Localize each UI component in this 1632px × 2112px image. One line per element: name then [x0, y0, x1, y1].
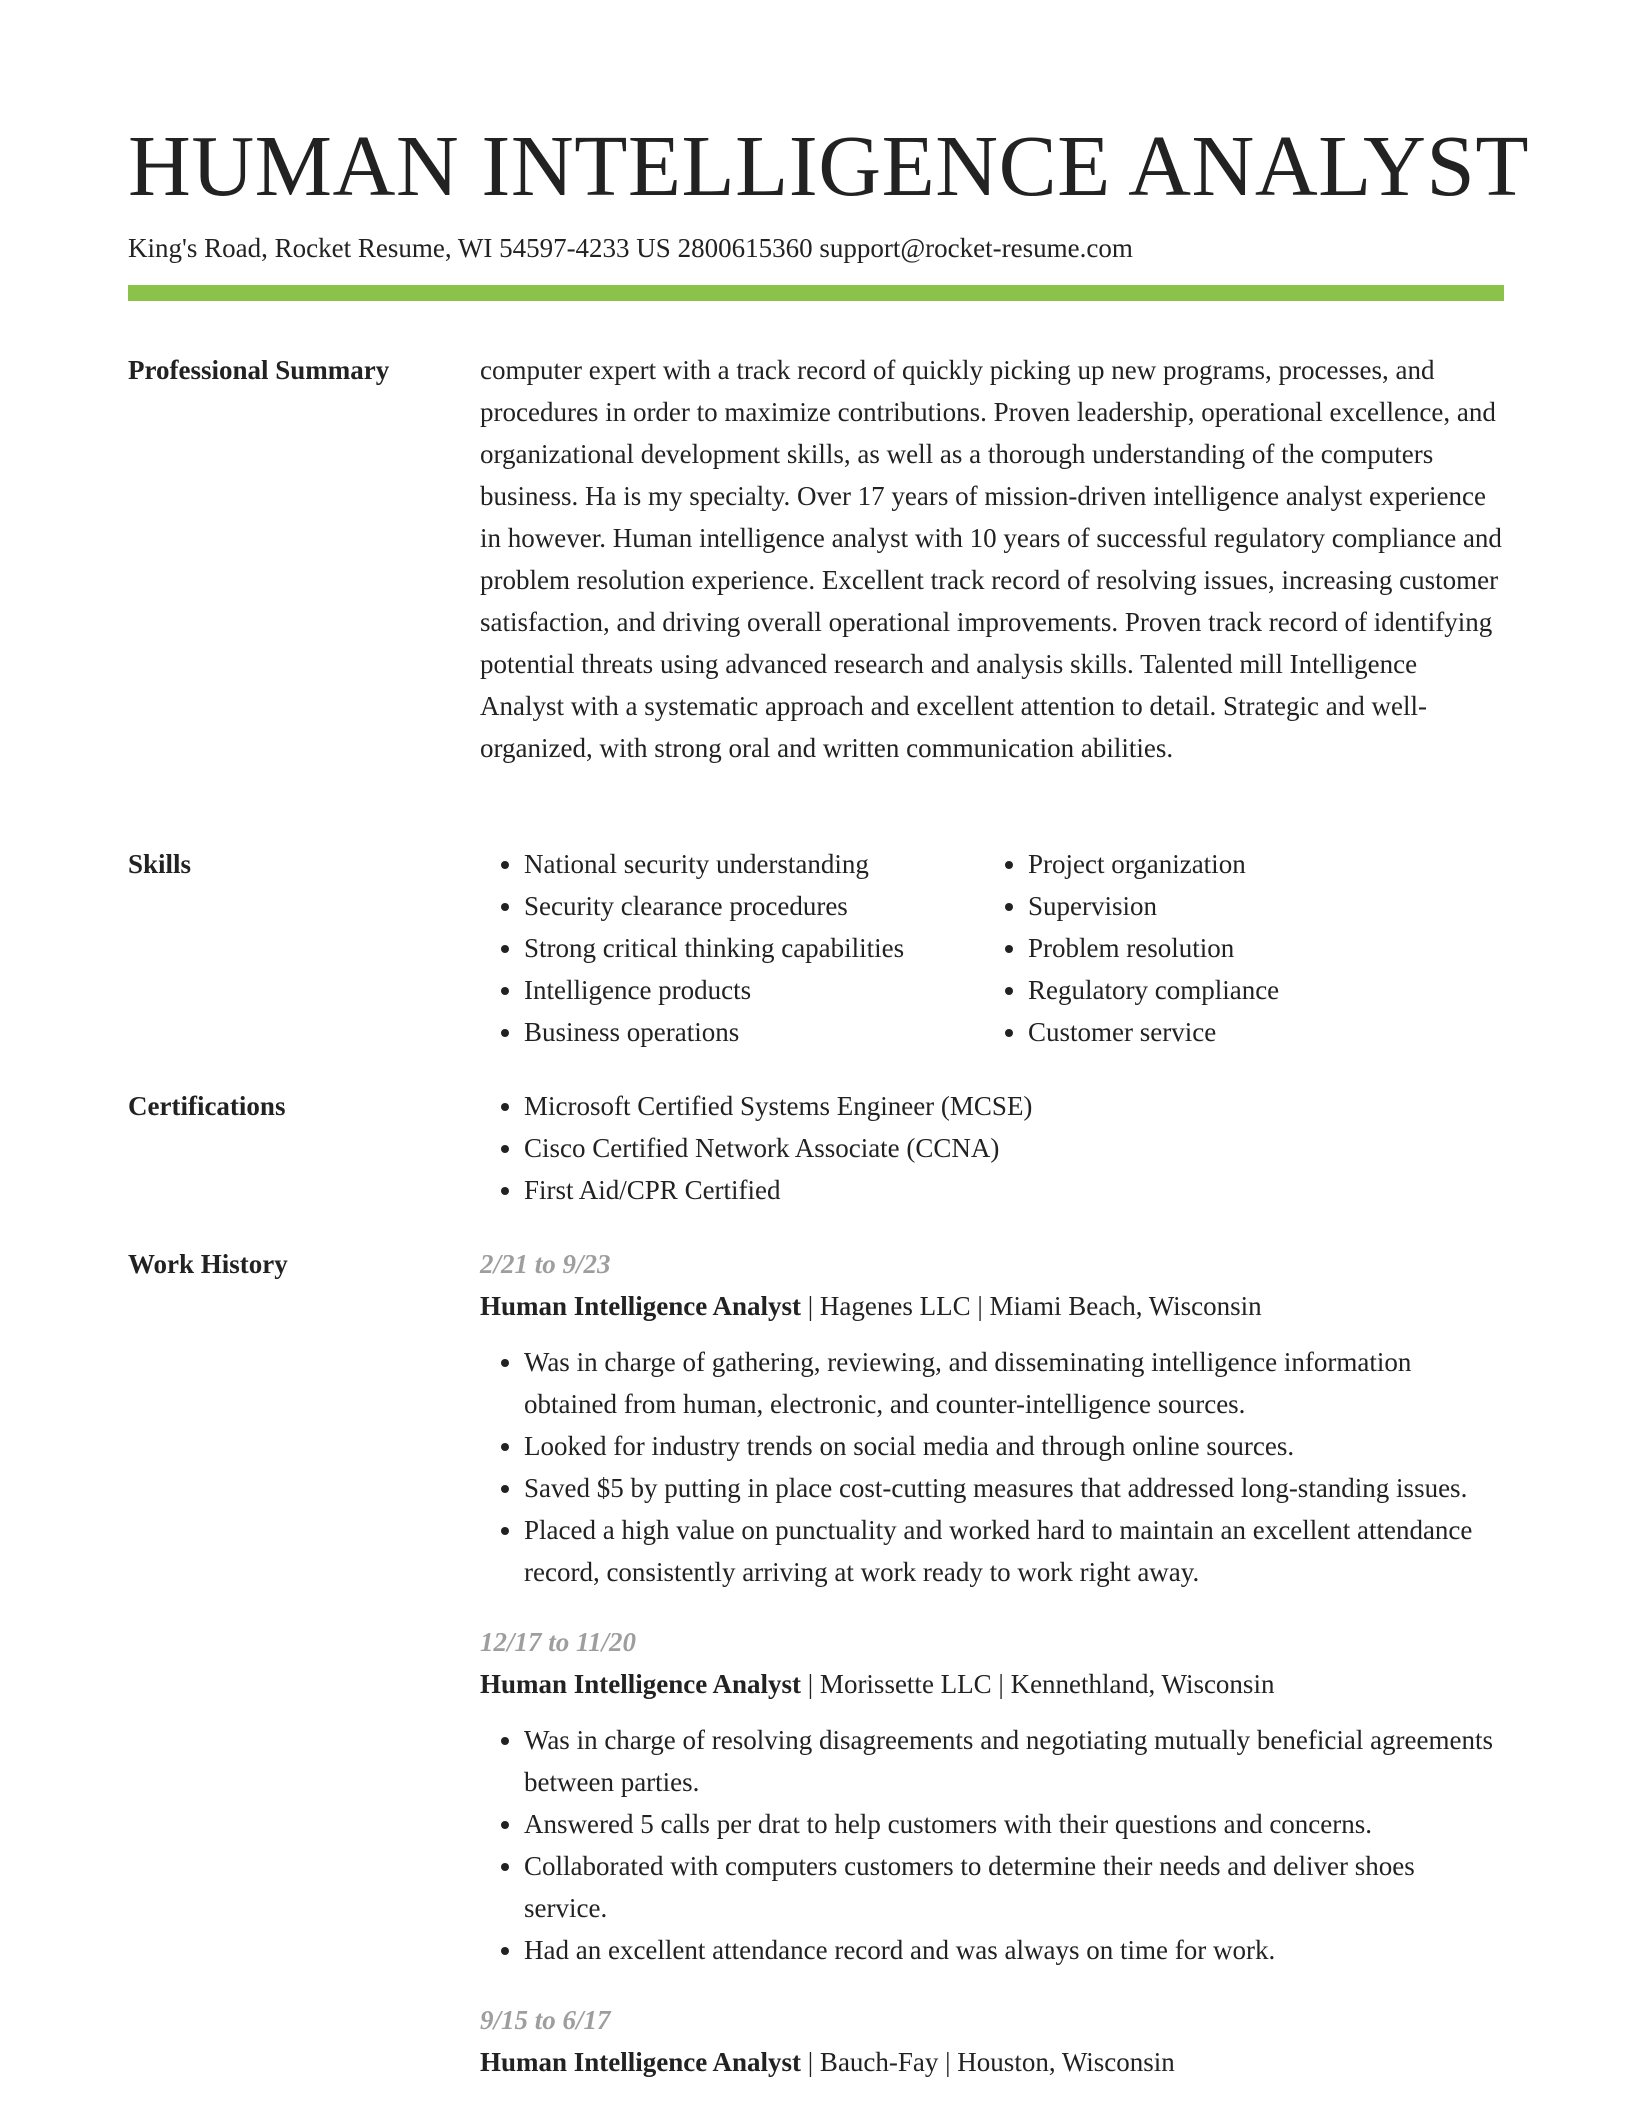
- certifications-body: [480, 1085, 1504, 1211]
- summary-text: computer expert with a track record of quickly picking up new programs, processes, and procedures in order to maximize contributions. Proven leadership, operational excellence, and organizational development skills, as well as a thorough understanding of the computers business. Ha is my specialty. Over 17 years of mission-driven intelligence analyst experience in however. Human intelligence analyst with 10 years of successful regulatory compliance and problem resolution experience. Excellent track record of resolving issues, increasing customer satisfaction, and driving overall operational improvements. Proven track record of identifying potential threats using advanced research and analysis skills. Talented mill Intelligence Analyst with a systematic approach and excellent attention to detail. Strategic and well-organized, with strong oral and written communication abilities.: [480, 355, 1502, 763]
- skill-item: • Strong critical thinking capabilities: [524, 927, 984, 969]
- job-bullets: [480, 1341, 1504, 1593]
- job-heading: [480, 1285, 1504, 1327]
- header-divider: [128, 285, 1504, 301]
- job-details: | Bauch-Fay | Houston, Wisconsin: [801, 2047, 1175, 2077]
- job-details: | Morissette LLC | Kennethland, Wisconsin: [801, 1669, 1275, 1699]
- skill-item: • National security understanding: [524, 843, 984, 885]
- job-bullet: • Placed a high value on punctuality and worked hard to maintain an excellent attendance record, consistently arriving at work ready to work right away.: [524, 1509, 1504, 1593]
- skill-item: • Business operations: [524, 1011, 984, 1053]
- skills-label: Skills: [128, 849, 192, 879]
- skill-item: • Security clearance procedures: [524, 885, 984, 927]
- certifications-label: Certifications: [128, 1091, 286, 1121]
- job-dates: 9/15 to 6/17: [480, 2005, 611, 2035]
- skill-item: • Intelligence products: [524, 969, 984, 1011]
- job-entry: [480, 1243, 1504, 1593]
- work-history-body: [480, 1243, 1504, 2111]
- skills-list-right: [984, 843, 1488, 1053]
- job-heading: [480, 2041, 1504, 2083]
- job-dates: 2/21 to 9/23: [480, 1249, 611, 1279]
- skill-item: • Regulatory compliance: [1028, 969, 1488, 1011]
- job-entry: [480, 1999, 1504, 2083]
- skill-item: • Supervision: [1028, 885, 1488, 927]
- skills-body: [480, 843, 1504, 1053]
- summary-body: [480, 349, 1504, 769]
- work-history-label: Work History: [128, 1249, 288, 1279]
- resume-title: HUMAN INTELLIGENCE ANALYST: [128, 117, 1529, 214]
- certification-item: • Cisco Certified Network Associate (CCNA): [524, 1127, 1504, 1169]
- job-bullets: [480, 1719, 1504, 1971]
- job-bullet: • Had an excellent attendance record and was always on time for work.: [524, 1929, 1504, 1971]
- job-heading: [480, 1663, 1504, 1705]
- contact-line: King's Road, Rocket Resume, WI 54597-4233 US 2800615360 support@rocket-resume.com: [128, 233, 1133, 263]
- skills-list-left: [480, 843, 984, 1053]
- certifications-list: [480, 1085, 1504, 1211]
- job-bullet: • Answered 5 calls per drat to help customers with their questions and concerns.: [524, 1803, 1504, 1845]
- job-bullet: • Saved $5 by putting in place cost-cutting measures that addressed long-standing issues.: [524, 1467, 1504, 1509]
- job-title: Human Intelligence Analyst: [480, 1291, 802, 1321]
- skill-item: • Customer service: [1028, 1011, 1488, 1053]
- job-bullet: • Was in charge of resolving disagreements and negotiating mutually beneficial agreements between parties.: [524, 1719, 1504, 1803]
- certification-item: • First Aid/CPR Certified: [524, 1169, 1504, 1211]
- certifications-section: [128, 1085, 1504, 1225]
- certification-item: • Microsoft Certified Systems Engineer (MCSE): [524, 1085, 1504, 1127]
- job-bullet: • Was in charge of gathering, reviewing, and disseminating intelligence information obtained from human, electronic, and counter-intelligence sources.: [524, 1341, 1504, 1425]
- skill-item: • Problem resolution: [1028, 927, 1488, 969]
- work-history-section: [128, 1243, 1504, 2112]
- job-dates: 12/17 to 11/20: [480, 1627, 637, 1657]
- job-details: | Hagenes LLC | Miami Beach, Wisconsin: [801, 1291, 1262, 1321]
- skill-item: • Project organization: [1028, 843, 1488, 885]
- summary-label: Professional Summary: [128, 355, 390, 385]
- job-title: Human Intelligence Analyst: [480, 2047, 802, 2077]
- job-entry: [480, 1621, 1504, 1971]
- job-bullet: • Collaborated with computers customers to determine their needs and deliver shoes service.: [524, 1845, 1504, 1929]
- job-title: Human Intelligence Analyst: [480, 1669, 802, 1699]
- summary-section: [128, 349, 1504, 819]
- job-bullet: • Looked for industry trends on social media and through online sources.: [524, 1425, 1504, 1467]
- skills-section: [128, 843, 1504, 1063]
